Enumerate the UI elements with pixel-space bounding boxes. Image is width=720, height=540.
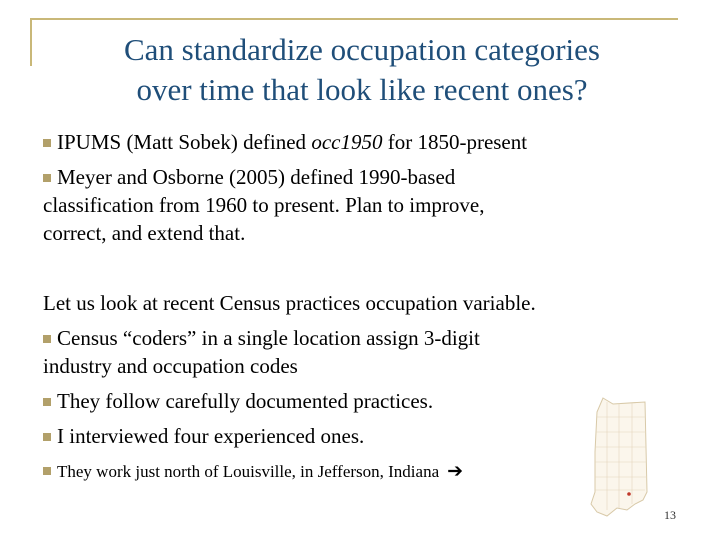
square-bullet-icon [43,433,51,441]
indiana-map-icon [583,392,659,522]
bullet-text: Meyer and Osborne (2005) defined 1990-based [57,165,456,189]
square-bullet-icon [43,467,51,475]
bullet-meyer [43,163,455,191]
bullet-interviewed [43,422,364,450]
text-line: classification from 1960 to present. Plan to improve, [43,193,485,217]
bullet-text: They follow carefully documented practices. [57,389,434,413]
bullet-text: Census “coders” in a single location assign 3-digit [57,326,480,350]
square-bullet-icon [43,398,51,406]
square-bullet-icon [43,174,51,182]
page-number: 13 [664,508,676,522]
bullet-text: IPUMS (Matt Sobek) defined [57,130,312,154]
bullet-practices [43,387,433,415]
square-bullet-icon [43,335,51,343]
frame-top-rule [30,18,678,20]
bullet-coders [43,324,480,352]
bullet-text: I interviewed four experienced ones. [57,424,365,448]
square-bullet-icon [43,139,51,147]
text-line: correct, and extend that. [43,221,246,245]
title-line-1: Can standardize occupation categories [124,32,600,67]
right-arrow-icon: ➔ [447,460,464,482]
bullet-text: They work just north of Louisville, in Jefferson, Indiana [57,462,440,481]
bullet-ipums [43,128,527,156]
bullet-text: for 1850-present [382,130,528,154]
slide-title [32,30,692,110]
bullet-location [43,457,463,486]
text-line: industry and occupation codes [43,354,298,378]
text-line: Let us look at recent Census practices occupation variable. [43,291,536,315]
title-line-2: over time that look like recent ones? [136,72,588,107]
occ1950-term: occ1950 [311,130,383,154]
